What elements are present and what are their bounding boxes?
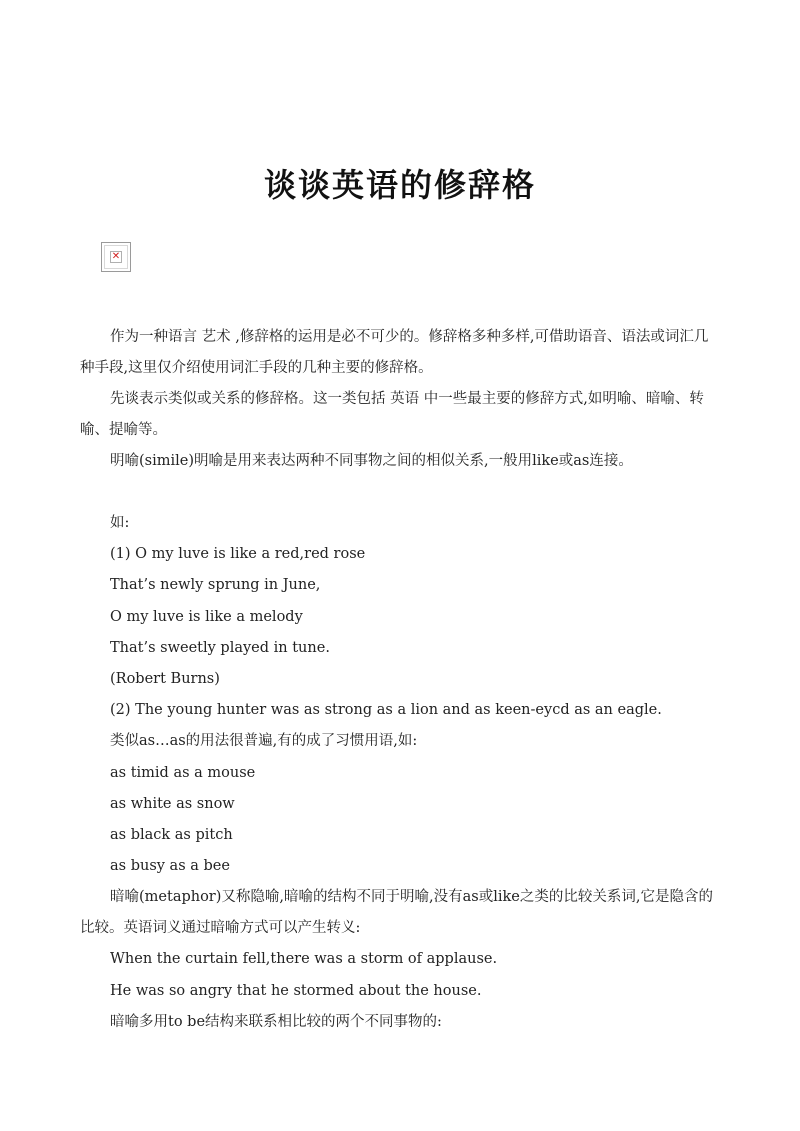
idiom-line: as white as snow [110,795,235,812]
example-sentence: He was so angry that he stormed about the house. [110,982,482,999]
paragraph-similarity-figures: 先谈表示类似或关系的修辞格。这一类包括 英语 中一些最主要的修辞方式,如明喻、暗喻、转喻、提喻等。 [80,391,704,438]
poem-line: That’s newly sprung in June, [110,577,321,594]
spacer [80,477,720,508]
paragraph-simile: 明喻(simile)明喻是用来表达两种不同事物之间的相似关系,一般用like或as连接。 [110,453,633,469]
idiom-line: as black as pitch [110,827,233,844]
idiom-line: as busy as a bee [110,858,230,875]
text-line: 暗喻多用to be结构来联系相比较的两个不同事物的: [110,1013,442,1030]
paragraph-intro: 作为一种语言 艺术 ,修辞格的运用是必不可少的。修辞格多种多样,可借助语音、语法或词汇几种手段,这里仅介绍使用词汇手段的几种主要的修辞格。 [80,329,709,376]
idiom-line: as timid as a mouse [110,764,256,781]
text-line: 类似as…as的用法很普遍,有的成了习惯用语,如: [110,733,418,750]
example-sentence: (2) The young hunter was as strong as a lion and as keen-eycd as an eagle. [110,702,662,719]
broken-image-icon [101,242,131,272]
poem-line: O my luve is like a melody [110,608,303,625]
example-sentence: When the curtain fell,there was a storm of applause. [110,951,498,968]
image-error-x-icon: ✕ [111,251,121,262]
paragraph-metaphor: 暗喻(metaphor)又称隐喻,暗喻的结构不同于明喻,没有as或like之类的比较关系词,它是隐含的比较。英语词义通过暗喻方式可以产生转义: [80,889,713,937]
document-title: 谈谈英语的修辞格 [263,166,536,204]
poem-line: (1) O my luve is like a red,red rose [110,546,366,563]
poem-attribution: (Robert Burns) [110,671,220,688]
document-body [80,322,720,1038]
poem-line: That’s sweetly played in tune. [110,639,330,656]
text-line: 如: [110,515,130,531]
